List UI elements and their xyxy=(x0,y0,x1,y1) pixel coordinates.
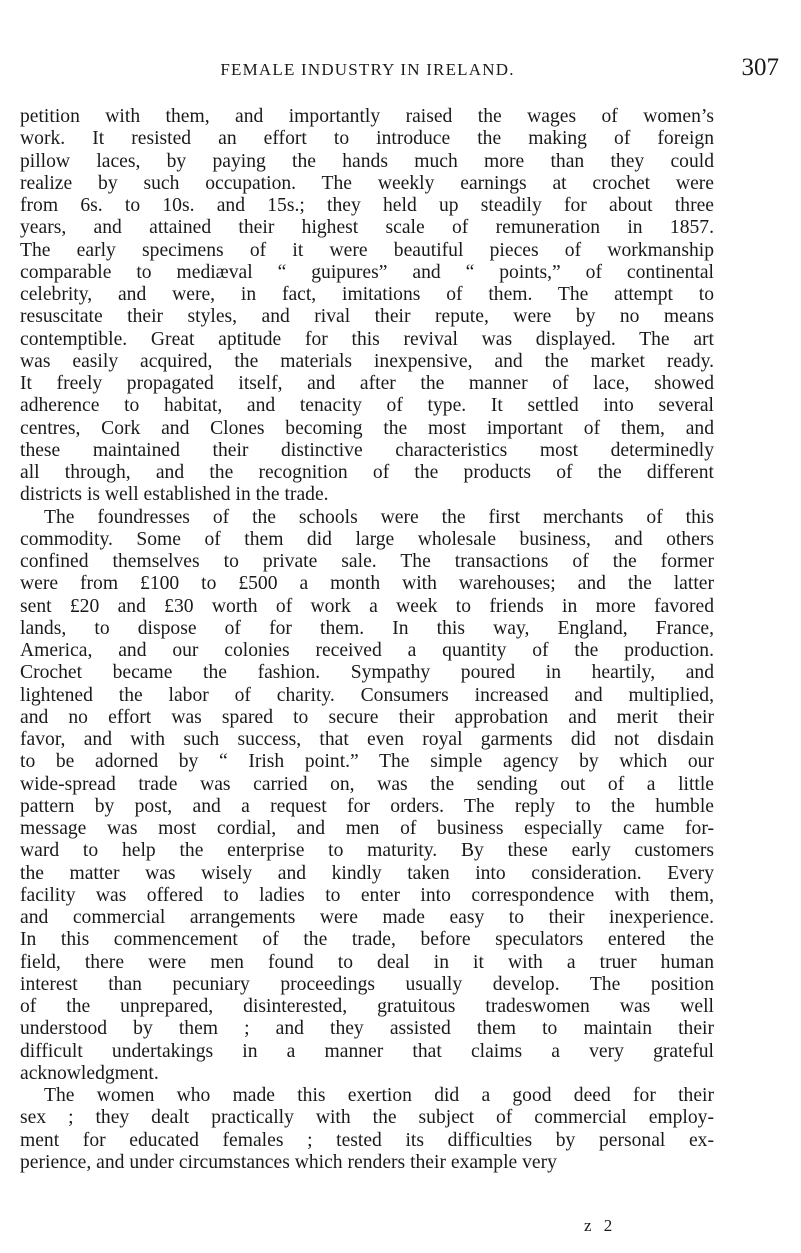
text-line: Crochet became the fashion. Sympathy poured in heartily, and xyxy=(20,662,714,684)
running-head xyxy=(20,54,779,90)
text-line: districts is well established in the trade. xyxy=(20,484,329,506)
text-line: The foundresses of the schools were the first merchants of this xyxy=(44,506,714,528)
text-line: centres, Cork and Clones becoming the most important of them, and xyxy=(20,417,714,439)
text-line: pattern by post, and a request for orders. The reply to the humble xyxy=(20,795,714,817)
text-line: resuscitate their styles, and rival their repute, were by no means xyxy=(20,306,714,328)
text-line: of the unprepared, disinterested, gratuitous tradeswomen was well xyxy=(20,996,714,1017)
text-line: understood by them ; and they assisted them to maintain their xyxy=(20,1018,714,1040)
text-line: ment for educated females ; tested its difficulties by personal ex- xyxy=(20,1129,714,1151)
text-line: was easily acquired, the materials inexpensive, and the market ready. xyxy=(20,350,714,372)
text-line: years, and attained their highest scale of remuneration in 1857. xyxy=(20,217,714,239)
body-text xyxy=(20,106,714,1174)
text-line: In this commencement of the trade, before speculators entered the xyxy=(20,929,714,951)
text-line: were from £100 to £500 a month with warehouses; and the latter xyxy=(20,573,714,595)
text-line: lands, to dispose of for them. In this way, England, France, xyxy=(20,617,714,639)
text-line: and commercial arrangements were made easy to their inexperience. xyxy=(20,907,714,928)
paragraph xyxy=(20,106,714,507)
text-line: contemptible. Great aptitude for this revival was displayed. The art xyxy=(20,328,714,350)
paragraph xyxy=(20,507,714,1086)
text-line: interest than pecuniary proceedings usually develop. The position xyxy=(20,973,714,995)
text-line: confined themselves to private sale. The transactions of the former xyxy=(20,551,714,572)
text-line: America, and our colonies received a quantity of the production. xyxy=(20,640,714,661)
text-line: acknowledgment. xyxy=(20,1062,159,1084)
text-line: sent £20 and £30 worth of work a week to friends in more favored xyxy=(20,595,714,617)
text-line: lightened the labor of charity. Consumers increased and multiplied, xyxy=(20,684,714,706)
text-line: message was most cordial, and men of business especially came for- xyxy=(20,818,714,839)
text-line: ward to help the enterprise to maturity. By these early customers xyxy=(20,840,714,862)
text-line: The early specimens of it were beautiful pieces of workmanship xyxy=(20,239,714,261)
text-line: to be adorned by “ Irish point.” The simple agency by which our xyxy=(20,751,714,773)
text-line: from 6s. to 10s. and 15s.; they held up steadily for about three xyxy=(20,195,714,216)
text-line: perience, and under circumstances which renders their example very xyxy=(20,1151,557,1173)
text-line: petition with them, and importantly raised the wages of women’s xyxy=(20,106,714,127)
text-line: It freely propagated itself, and after the manner of lace, showed xyxy=(20,373,714,394)
text-line: these maintained their distinctive characteristics most determinedly xyxy=(20,439,714,461)
signature-mark: z 2 xyxy=(584,1216,617,1235)
page-number: 307 xyxy=(741,54,779,81)
text-line: comparable to mediæval “ guipures” and “ points,” of continental xyxy=(20,261,714,283)
text-line: facility was offered to ladies to enter into correspondence with them, xyxy=(20,884,714,906)
text-line: adherence to habitat, and tenacity of type. It settled into several xyxy=(20,395,714,417)
text-line: work. It resisted an effort to introduce the making of foreign xyxy=(20,128,714,150)
text-line: all through, and the recognition of the products of the different xyxy=(20,462,714,483)
running-title: FEMALE INDUSTRY IN IRELAND. xyxy=(220,60,515,79)
paragraph xyxy=(20,1085,714,1174)
text-line: pillow laces, by paying the hands much more than they could xyxy=(20,150,714,172)
text-line: sex ; they dealt practically with the subject of commercial employ- xyxy=(20,1107,714,1129)
text-line: celebrity, and were, in fact, imitations of them. The attempt to xyxy=(20,284,714,305)
text-line: field, there were men found to deal in it with a truer human xyxy=(20,951,714,973)
text-line: realize by such occupation. The weekly earnings at crochet were xyxy=(20,172,714,194)
text-line: The women who made this exertion did a good deed for their xyxy=(44,1085,714,1106)
text-line: wide-spread trade was carried on, was the sending out of a little xyxy=(20,773,714,795)
text-line: commodity. Some of them did large wholesale business, and others xyxy=(20,528,714,550)
text-line: and no effort was spared to secure their approbation and merit their xyxy=(20,706,714,728)
text-line: difficult undertakings in a manner that claims a very grateful xyxy=(20,1040,714,1062)
text-line: the matter was wisely and kindly taken into consideration. Every xyxy=(20,862,714,884)
text-line: favor, and with such success, that even royal garments did not disdain xyxy=(20,729,714,750)
